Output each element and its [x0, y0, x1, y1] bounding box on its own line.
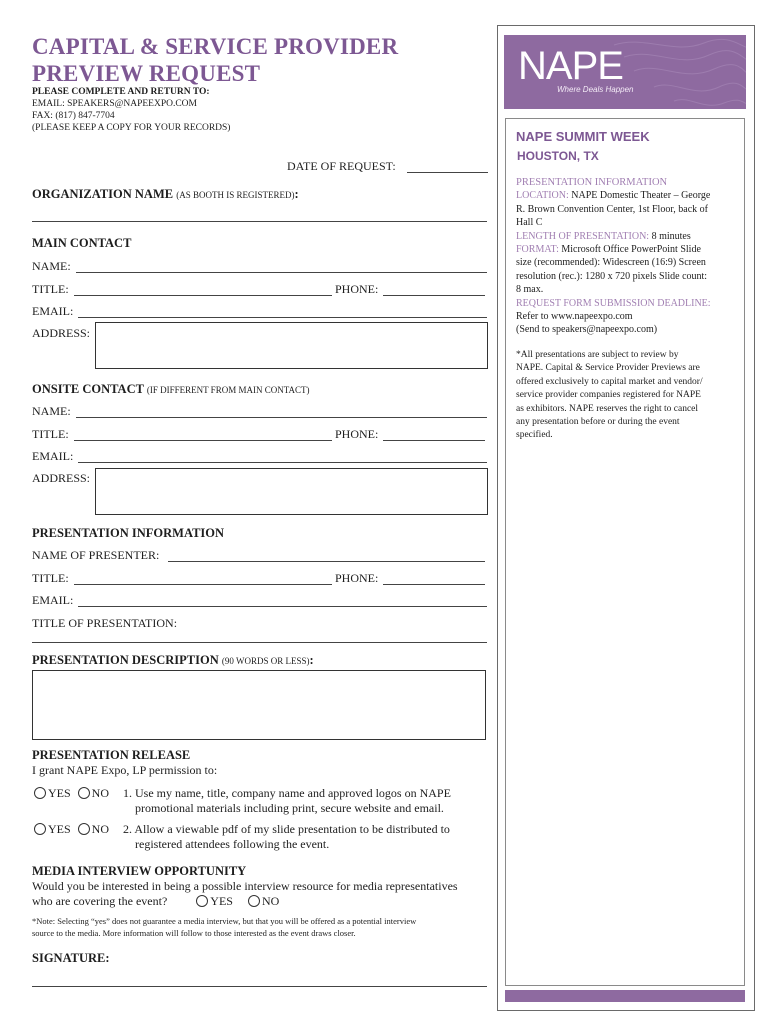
onsite-address-label: ADDRESS: [32, 471, 91, 485]
format-line2: size (recommended): Widescreen (16:9) Screen [516, 257, 706, 269]
keep-copy-note: (PLEASE KEEP A COPY FOR YOUR RECORDS) [32, 123, 231, 133]
media-note [32, 915, 416, 939]
presenter-email-field[interactable] [78, 606, 487, 607]
review-note [516, 349, 742, 443]
media-question-line2 [32, 894, 458, 909]
presentation-info-heading: PRESENTATION INFORMATION [32, 526, 225, 540]
presenter-name-label: NAME OF PRESENTER: [32, 548, 160, 562]
release2-yes-radio[interactable] [34, 823, 46, 835]
review-line3: offered exclusively to capital market and vendor/ [516, 376, 703, 387]
deadline-label: REQUEST FORM SUBMISSION DEADLINE: [516, 297, 711, 309]
deadline-line2: (Send to speakers@napeexpo.com) [516, 324, 658, 336]
release1-yes-label: YES [48, 786, 71, 800]
format-line4: 8 max. [516, 284, 544, 296]
onsite-name-label: NAME: [32, 404, 71, 418]
form-title [32, 33, 398, 87]
info-block [516, 176, 742, 337]
format-line3: resolution (rec.): 1280 x 720 pixels Slide count: [516, 270, 708, 282]
release2-no-label: NO [91, 822, 110, 836]
main-name-label: NAME: [32, 259, 71, 273]
return-fax: FAX: (817) 847-7704 [32, 111, 115, 121]
onsite-address-box[interactable] [95, 468, 488, 515]
main-phone-field[interactable] [383, 295, 485, 296]
format-label: FORMAT: [516, 244, 559, 256]
release-item1-text [123, 786, 451, 816]
release-item2-line1: 2. Allow a viewable pdf of my slide presentation to be distributed to [123, 822, 450, 836]
onsite-email-label: EMAIL: [32, 449, 74, 463]
release-item2-text [123, 822, 450, 852]
onsite-contact-label: ONSITE CONTACT [32, 382, 144, 396]
location-line3: Hall C [516, 217, 543, 229]
media-yes-label: YES [210, 894, 233, 908]
media-heading: MEDIA INTERVIEW OPPORTUNITY [32, 864, 247, 878]
form-title-line2: PREVIEW REQUEST [32, 61, 261, 86]
release-item2-line2: registered attendees following the event. [135, 837, 330, 851]
signature-field[interactable] [32, 986, 487, 987]
bottom-accent-bar [505, 990, 745, 1002]
release2-yes-label: YES [48, 822, 71, 836]
release-item1-line2: promotional materials including print, secure website and email. [135, 801, 444, 815]
main-title-field[interactable] [74, 295, 332, 296]
organization-colon: : [294, 187, 299, 201]
location-value: NAPE Domestic Theater – George [571, 190, 711, 202]
onsite-contact-heading [32, 382, 309, 397]
description-label: PRESENTATION DESCRIPTION [32, 653, 219, 667]
review-line4: service provider companies registered for NAPE [516, 390, 701, 401]
presentation-title-field[interactable] [32, 642, 487, 643]
date-field[interactable] [407, 172, 488, 173]
organization-label: ORGANIZATION NAME [32, 187, 174, 201]
location-line2: R. Brown Convention Center, 1st Floor, back of [516, 203, 708, 215]
description-box[interactable] [32, 670, 486, 740]
media-no-radio[interactable] [248, 895, 260, 907]
main-phone-label: PHONE: [335, 282, 379, 296]
media-question-line2-text: who are covering the event? [32, 894, 168, 908]
media-question-line1: Would you be interested in being a possible interview resource for media representatives [32, 879, 458, 893]
description-colon: : [309, 653, 314, 667]
presenter-title-field[interactable] [74, 584, 332, 585]
release1-no-radio[interactable] [78, 787, 90, 799]
return-info [32, 86, 230, 134]
presenter-email-label: EMAIL: [32, 593, 74, 607]
info-heading: PRESENTATION INFORMATION [516, 177, 668, 188]
release-item1-options [34, 786, 109, 801]
length-line [516, 230, 742, 243]
media-yes-radio[interactable] [196, 895, 208, 907]
release-heading: PRESENTATION RELEASE [32, 748, 191, 762]
main-name-field[interactable] [76, 272, 487, 273]
media-question [32, 879, 458, 909]
deadline-line1: Refer to www.napeexpo.com [516, 311, 633, 323]
main-email-label: EMAIL: [32, 304, 74, 318]
onsite-title-field[interactable] [74, 440, 332, 441]
presenter-name-field[interactable] [168, 561, 485, 562]
nape-tagline: Where Deals Happen [557, 85, 634, 94]
description-note: (90 WORDS OR LESS) [221, 656, 310, 666]
release-intro: I grant NAPE Expo, LP permission to: [32, 763, 218, 777]
media-note-line1: *Note: Selecting “yes” does not guarantee a media interview, but that you will be offered as a potential interview [32, 916, 417, 926]
main-address-label: ADDRESS: [32, 326, 91, 340]
organization-note: (AS BOOTH IS REGISTERED) [176, 190, 295, 200]
media-no-label: NO [261, 894, 280, 908]
review-line7: specified. [516, 430, 553, 441]
release-item2-options [34, 822, 109, 837]
onsite-email-field[interactable] [78, 462, 487, 463]
format-value: Microsoft Office PowerPoint Slide [561, 244, 701, 256]
review-line6: any presentation before or during the event [516, 417, 680, 428]
main-contact-heading: MAIN CONTACT [32, 236, 132, 250]
main-address-box[interactable] [95, 322, 488, 369]
summit-city: HOUSTON, TX [517, 149, 599, 163]
organization-heading [32, 187, 299, 202]
release2-no-radio[interactable] [78, 823, 90, 835]
format-line1 [516, 243, 742, 256]
review-line2: NAPE. Capital & Service Provider Previews are [516, 363, 700, 374]
return-email: EMAIL: SPEAKERS@NAPEEXPO.COM [32, 99, 197, 109]
main-email-field[interactable] [78, 317, 487, 318]
review-line5: as exhibitors. NAPE reserves the right to cancel [516, 403, 699, 414]
length-value: 8 minutes [651, 230, 691, 242]
description-heading [32, 653, 314, 668]
summit-title: NAPE SUMMIT WEEK [516, 129, 650, 144]
release1-no-label: NO [91, 786, 110, 800]
return-instruction: PLEASE COMPLETE AND RETURN TO: [32, 87, 210, 97]
presenter-phone-label: PHONE: [335, 571, 379, 585]
review-line1: *All presentations are subject to review by [516, 350, 679, 360]
location-line1 [516, 189, 742, 202]
main-title-label: TITLE: [32, 282, 69, 296]
onsite-title-label: TITLE: [32, 427, 69, 441]
presentation-title-label: TITLE OF PRESENTATION: [32, 616, 178, 630]
presenter-phone-field[interactable] [383, 584, 485, 585]
release-item1-line1: 1. Use my name, title, company name and approved logos on NAPE [123, 786, 451, 800]
organization-field[interactable] [32, 221, 487, 222]
date-label: DATE OF REQUEST: [287, 159, 396, 173]
onsite-phone-field[interactable] [383, 440, 485, 441]
signature-label: SIGNATURE: [32, 951, 110, 965]
onsite-phone-label: PHONE: [335, 427, 379, 441]
length-label: LENGTH OF PRESENTATION: [516, 230, 650, 242]
presenter-title-label: TITLE: [32, 571, 69, 585]
location-label: LOCATION: [516, 190, 569, 202]
media-note-line2: source to the media. More information will follow to those interested as the event draws closer. [32, 928, 356, 938]
nape-logo: NAPE [518, 44, 623, 88]
form-title-line1: CAPITAL & SERVICE PROVIDER [32, 34, 399, 59]
onsite-name-field[interactable] [76, 417, 487, 418]
onsite-contact-note: (IF DIFFERENT FROM MAIN CONTACT) [146, 385, 310, 395]
release1-yes-radio[interactable] [34, 787, 46, 799]
